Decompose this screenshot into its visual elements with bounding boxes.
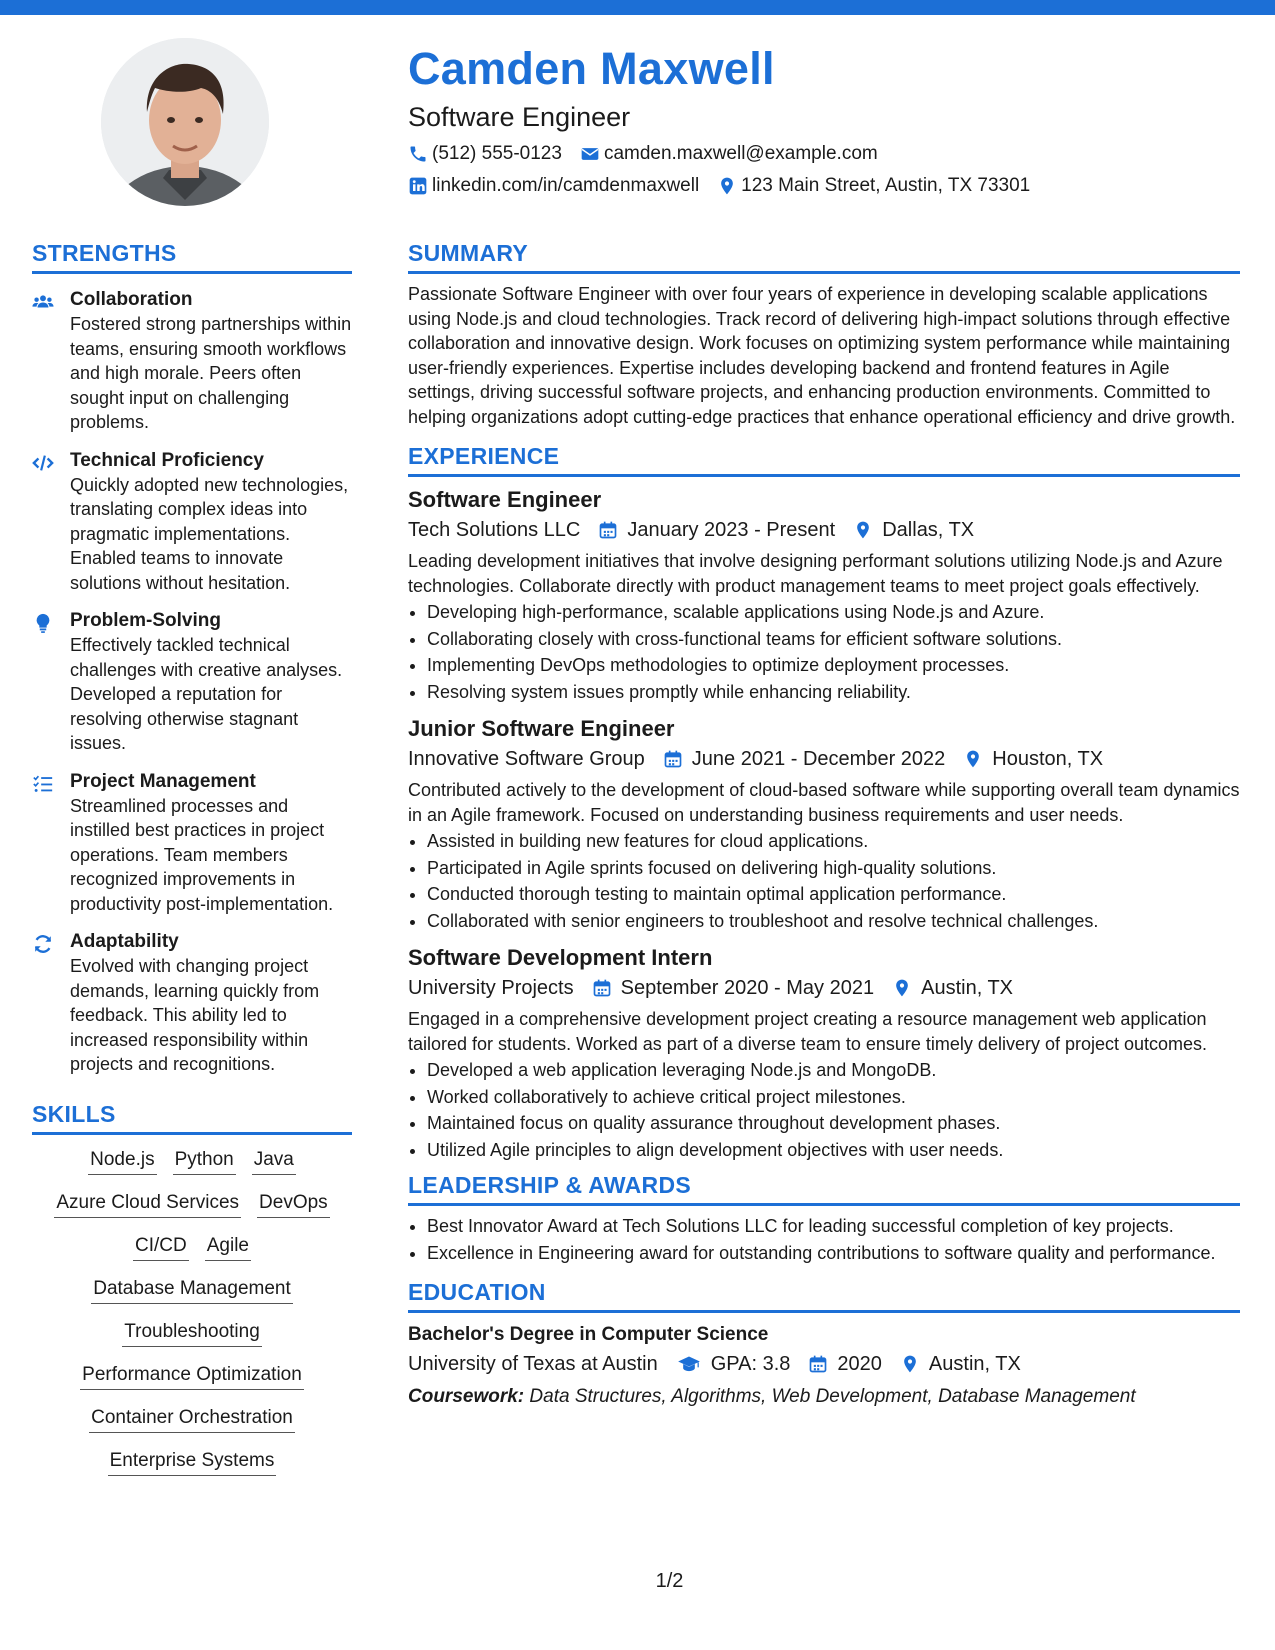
education-location: Austin, TX [928,1353,1021,1375]
skill-tag: Java [252,1147,296,1175]
job-meta [408,973,1240,1003]
calendar-icon [663,749,683,769]
right-column [408,240,1240,1411]
skill-tag: CI/CD [133,1233,189,1261]
bullet-item: • Conducted thorough testing to maintain optimal application performance. [427,882,1240,907]
linkedin-icon [408,176,428,196]
strength-title: Collaboration [70,289,193,310]
job-bullets [408,600,1240,704]
job-dates: January 2023 - Present [627,519,836,541]
education-gpa: GPA: 3.8 [710,1353,791,1375]
education-year: 2020 [837,1353,882,1375]
summary-title: SUMMARY [408,240,1240,274]
strength-description: Evolved with changing project demands, learning quickly from feedback. This ability led to increased responsibility within projects and recognitions. [70,956,320,1074]
bullet-item: • Utilized Agile principles to align development objectives with user needs. [427,1138,1240,1163]
strength-item [32,930,352,1077]
calendar-icon [592,978,612,998]
job-location: Austin, TX [921,977,1014,999]
address-text: 123 Main Street, Austin, TX 73301 [741,175,1031,196]
bullet-item: • Worked collaboratively to achieve critical project milestones. [427,1085,1240,1110]
strengths-title: STRENGTHS [32,240,352,274]
job-company: Innovative Software Group [408,748,645,770]
strength-description: Quickly adopted new technologies, translating complex ideas into pragmatic implementations. Enabled teams to innovate solutions without hesitation. [70,474,349,593]
graduation-cap-icon [676,1354,702,1374]
strength-item [32,609,352,756]
page-number [0,1570,1275,1593]
job-description: Leading development initiatives that involve designing performant solutions utilizing Node.js and Azure technologies. Collaborate directly with product management teams to meet project goals effectively. [408,551,1223,596]
candidate-role: Software Engineer [408,102,631,132]
address-item [717,174,1030,198]
resume-header [408,40,1238,198]
job-dates: September 2020 - May 2021 [620,977,875,999]
bullet-item: • Collaborating closely with cross-functional teams for efficient software solutions. [427,627,1240,652]
skill-tag: Python [173,1147,236,1175]
left-column [32,240,352,1491]
map-pin-icon [963,749,983,769]
skill-tag: Node.js [88,1147,156,1175]
job-entry [408,714,1240,933]
job-company: University Projects [408,977,574,999]
phone-text: (512) 555-0123 [432,143,562,164]
job-title: Software Engineer [408,487,602,512]
skill-tag: Container Orchestration [89,1405,295,1433]
job-entry [408,943,1240,1162]
strength-item [32,770,352,917]
phone-item[interactable] [408,142,562,166]
email-item[interactable] [580,142,878,166]
skill-tag: Troubleshooting [122,1319,262,1347]
education-degree: Bachelor's Degree in Computer Science [408,1324,769,1345]
job-meta [408,744,1240,774]
bullet-item: • Collaborated with senior engineers to troubleshoot and resolve technical challenges. [427,909,1240,934]
strength-description: Fostered strong partnerships within teams, ensuring smooth workflows and high morale. Peers often sought input on challenging problems. [70,314,352,432]
job-bullets [408,1058,1240,1162]
job-location: Dallas, TX [882,519,975,541]
bullet-item: • Assisted in building new features for cloud applications. [427,829,1240,854]
skill-tag: Performance Optimization [80,1362,304,1390]
job-title: Software Development Intern [408,945,713,970]
coursework-text: Data Structures, Algorithms, Web Development, Database Management [529,1386,1136,1407]
skills-list [32,1147,352,1476]
top-accent-bar [0,0,1275,15]
calendar-icon [808,1354,828,1374]
strength-item [32,288,352,435]
job-meta [408,515,1240,545]
candidate-name: Camden Maxwell [408,43,775,94]
bullet-item: • Developing high-performance, scalable applications using Node.js and Azure. [427,600,1240,625]
lightbulb-icon [32,609,70,756]
award-item: • Best Innovator Award at Tech Solutions LLC for leading successful completion of key projects. [427,1214,1240,1239]
skill-tag: Agile [205,1233,251,1261]
phone-icon [408,144,428,164]
bullet-item: • Implementing DevOps methodologies to optimize deployment processes. [427,653,1240,678]
code-icon [32,449,70,596]
coursework-label: Coursework: [408,1386,525,1407]
strength-description: Effectively tackled technical challenges with creative analyses. Developed a reputation for resolving otherwise stagnant issues. [70,635,343,753]
bullet-item: • Resolving system issues promptly while enhancing reliability. [427,680,1240,705]
job-description: Contributed actively to the development of cloud-based software while supporting overall team dynamics in an Agile framework. Focused on understanding business requirements and user needs. [408,780,1240,825]
education-coursework [408,1383,1240,1411]
skill-tag: Database Management [91,1276,293,1304]
envelope-icon [580,144,600,164]
experience-title: EXPERIENCE [408,443,1240,477]
job-location: Houston, TX [992,748,1104,770]
calendar-icon [598,520,618,540]
sync-icon [32,930,70,1077]
education-school: University of Texas at Austin [408,1353,658,1375]
skill-tag: Enterprise Systems [108,1448,277,1476]
strength-title: Project Management [70,770,256,792]
summary-text: Passionate Software Engineer with over four years of experience in developing scalable applications using Node.js and cloud technologies. Track record of delivering high-impact solutions through effective collaboration and innovative design. Work focuses on optimizing system performance while maintaining user-friendly experiences. Expertise includes developing backend and frontend features in Agile settings, driving successful software projects, and enhancing production environments. Committed to helping organizations adopt cutting-edge practices that enhance operational efficiency and drive growth. [408,284,1236,427]
page-number-text: 1/2 [655,1570,684,1592]
bullet-item: • Maintained focus on quality assurance throughout development phases. [427,1111,1240,1136]
strength-item [32,449,352,596]
skills-title: SKILLS [32,1101,352,1135]
linkedin-item[interactable] [408,174,699,198]
job-description: Engaged in a comprehensive development project creating a resource management web application tailored for students. Worked as part of a diverse team to ensure timely delivery of project outcomes. [408,1009,1208,1054]
education-meta [408,1349,1240,1379]
education-title: EDUCATION [408,1279,1240,1313]
awards-title: LEADERSHIP & AWARDS [408,1172,1240,1206]
map-pin-icon [717,176,737,196]
job-entry [408,485,1240,704]
job-company: Tech Solutions LLC [408,519,581,541]
contact-row-1 [408,142,1238,166]
bullet-item: • Participated in Agile sprints focused on delivering high-quality solutions. [427,856,1240,881]
award-item: • Excellence in Engineering award for outstanding contributions to software quality and performance. [427,1241,1240,1266]
email-text: camden.maxwell@example.com [603,143,878,164]
strength-description: Streamlined processes and instilled best practices in project operations. Team members recognized improvements in productivity post-implementation. [70,795,334,914]
strength-title: Problem-Solving [70,610,221,631]
skill-tag: DevOps [257,1190,330,1218]
strength-title: Technical Proficiency [70,449,264,471]
contact-row-2 [408,174,1238,198]
map-pin-icon [853,520,873,540]
job-title: Junior Software Engineer [408,716,675,741]
strength-title: Adaptability [70,931,179,952]
users-icon [32,288,70,435]
list-check-icon [32,770,70,917]
profile-photo [101,38,269,206]
job-dates: June 2021 - December 2022 [691,748,946,770]
job-bullets [408,829,1240,933]
awards-list [408,1214,1240,1265]
map-pin-icon [900,1354,920,1374]
map-pin-icon [892,978,912,998]
skill-tag: Azure Cloud Services [54,1190,241,1218]
linkedin-text: linkedin.com/in/camdenmaxwell [432,175,700,196]
bullet-item: • Developed a web application leveraging Node.js and MongoDB. [427,1058,1240,1083]
